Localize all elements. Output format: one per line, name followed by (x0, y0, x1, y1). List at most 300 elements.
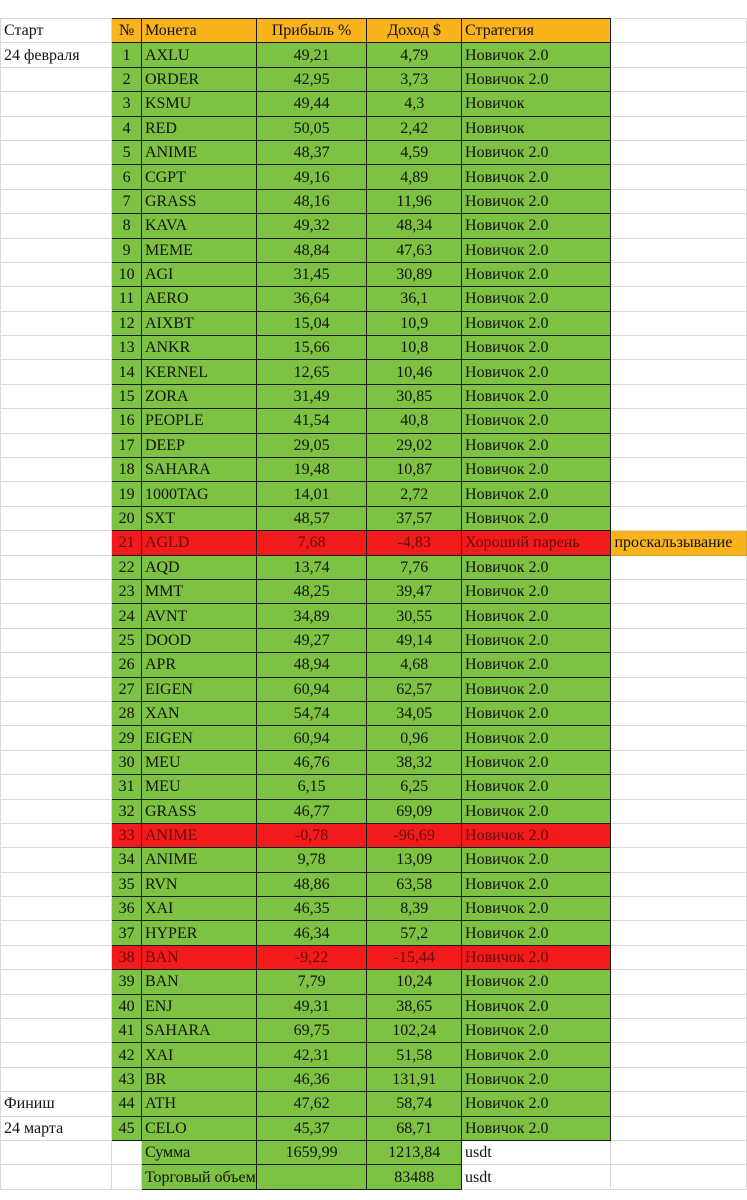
profit-pct-cell[interactable]: 46,36 (256, 1067, 367, 1091)
strategy-cell[interactable]: Новичок 2.0 (462, 628, 611, 652)
row-num-cell[interactable]: 41 (112, 1019, 142, 1043)
coin-cell[interactable]: EIGEN (141, 677, 256, 701)
empty-cell[interactable] (1, 140, 112, 164)
empty-cell[interactable] (611, 1165, 747, 1189)
income-usd-cell[interactable]: 10,8 (367, 336, 462, 360)
finish-label[interactable]: Финиш (1, 1092, 112, 1116)
row-num-cell[interactable]: 31 (112, 775, 142, 799)
strategy-cell[interactable]: Новичок 2.0 (462, 409, 611, 433)
empty-cell[interactable] (611, 872, 747, 896)
profit-pct-cell[interactable]: 48,94 (256, 653, 367, 677)
profit-pct-cell[interactable]: 14,01 (256, 482, 367, 506)
income-usd-cell[interactable]: 39,47 (367, 579, 462, 603)
income-usd-cell[interactable]: 69,09 (367, 799, 462, 823)
empty-cell[interactable] (611, 140, 747, 164)
row-num-cell[interactable]: 28 (112, 701, 142, 725)
income-usd-cell[interactable]: 49,14 (367, 628, 462, 652)
coin-cell[interactable]: RED (141, 116, 256, 140)
coin-cell[interactable]: KSMU (141, 92, 256, 116)
empty-cell[interactable] (611, 262, 747, 286)
income-usd-cell[interactable]: 4,79 (367, 43, 462, 67)
row-num-cell[interactable]: 42 (112, 1043, 142, 1067)
coin-cell[interactable]: EIGEN (141, 726, 256, 750)
coin-cell[interactable]: ZORA (141, 384, 256, 408)
strategy-cell[interactable]: Новичок 2.0 (462, 701, 611, 725)
profit-pct-cell[interactable]: 48,84 (256, 238, 367, 262)
strategy-cell[interactable]: Новичок 2.0 (462, 360, 611, 384)
empty-cell[interactable] (611, 799, 747, 823)
empty-cell[interactable] (1, 653, 112, 677)
row-num-cell[interactable]: 29 (112, 726, 142, 750)
empty-cell[interactable] (611, 214, 747, 238)
coin-cell[interactable]: ENJ (141, 994, 256, 1018)
profit-pct-cell[interactable]: 48,25 (256, 579, 367, 603)
strategy-cell[interactable]: Новичок 2.0 (462, 238, 611, 262)
empty-cell[interactable] (1, 1043, 112, 1067)
income-usd-cell[interactable]: 47,63 (367, 238, 462, 262)
strategy-cell[interactable]: Новичок 2.0 (462, 604, 611, 628)
profit-pct-cell[interactable]: 50,05 (256, 116, 367, 140)
coin-cell[interactable]: MMT (141, 579, 256, 603)
profit-pct-cell[interactable]: 49,27 (256, 628, 367, 652)
empty-cell[interactable] (1, 433, 112, 457)
row-num-cell[interactable]: 5 (112, 140, 142, 164)
coin-cell[interactable]: AERO (141, 287, 256, 311)
strategy-cell[interactable]: Новичок 2.0 (462, 1043, 611, 1067)
row-num-cell[interactable]: 22 (112, 555, 142, 579)
empty-cell[interactable] (1, 604, 112, 628)
profit-pct-cell[interactable]: 46,76 (256, 750, 367, 774)
coin-cell[interactable]: XAI (141, 897, 256, 921)
sum-label[interactable]: Сумма (141, 1140, 256, 1164)
coin-cell[interactable]: MEME (141, 238, 256, 262)
strategy-cell[interactable]: Новичок 2.0 (462, 970, 611, 994)
income-usd-cell[interactable]: 0,96 (367, 726, 462, 750)
income-usd-cell[interactable]: 48,34 (367, 214, 462, 238)
empty-cell[interactable] (611, 506, 747, 530)
income-usd-cell[interactable]: 4,89 (367, 165, 462, 189)
income-usd-cell[interactable]: -96,69 (367, 823, 462, 847)
empty-cell[interactable] (1, 189, 112, 213)
profit-pct-cell[interactable]: 7,79 (256, 970, 367, 994)
empty-cell[interactable] (1, 848, 112, 872)
empty-cell[interactable] (112, 1165, 142, 1189)
start-date-label[interactable]: 24 февраля (1, 43, 112, 67)
empty-cell[interactable] (1, 897, 112, 921)
strategy-cell[interactable]: Новичок 2.0 (462, 43, 611, 67)
coin-cell[interactable]: ANKR (141, 336, 256, 360)
profit-pct-cell[interactable]: 48,37 (256, 140, 367, 164)
strategy-cell[interactable]: Новичок 2.0 (462, 555, 611, 579)
header-strategy[interactable]: Стратегия (462, 19, 611, 43)
profit-pct-cell[interactable]: 31,45 (256, 262, 367, 286)
empty-cell[interactable] (611, 701, 747, 725)
row-num-cell[interactable]: 34 (112, 848, 142, 872)
empty-cell[interactable] (1, 1019, 112, 1043)
coin-cell[interactable]: ORDER (141, 67, 256, 91)
income-usd-cell[interactable]: 10,87 (367, 458, 462, 482)
income-usd-cell[interactable]: 40,8 (367, 409, 462, 433)
profit-pct-cell[interactable]: 49,44 (256, 92, 367, 116)
empty-cell[interactable] (611, 775, 747, 799)
empty-cell[interactable] (611, 1067, 747, 1091)
empty-cell[interactable] (1, 750, 112, 774)
coin-cell[interactable]: XAN (141, 701, 256, 725)
coin-cell[interactable]: AIXBT (141, 311, 256, 335)
empty-cell[interactable] (611, 897, 747, 921)
row-num-cell[interactable]: 9 (112, 238, 142, 262)
coin-cell[interactable]: APR (141, 653, 256, 677)
empty-cell[interactable] (611, 555, 747, 579)
strategy-cell[interactable]: Новичок 2.0 (462, 458, 611, 482)
coin-cell[interactable]: CELO (141, 1116, 256, 1140)
strategy-cell[interactable]: Новичок 2.0 (462, 1092, 611, 1116)
empty-cell[interactable] (1, 775, 112, 799)
empty-cell[interactable] (1, 214, 112, 238)
income-usd-cell[interactable]: -15,44 (367, 945, 462, 969)
coin-cell[interactable]: BAN (141, 945, 256, 969)
coin-cell[interactable]: AGI (141, 262, 256, 286)
empty-cell[interactable] (611, 1092, 747, 1116)
income-usd-cell[interactable]: 7,76 (367, 555, 462, 579)
coin-cell[interactable]: PEOPLE (141, 409, 256, 433)
empty-cell[interactable] (611, 653, 747, 677)
row-num-cell[interactable]: 2 (112, 67, 142, 91)
profit-pct-cell[interactable]: 29,05 (256, 433, 367, 457)
strategy-cell[interactable]: Новичок 2.0 (462, 897, 611, 921)
row-num-cell[interactable]: 1 (112, 43, 142, 67)
coin-cell[interactable]: ANIME (141, 140, 256, 164)
empty-cell[interactable] (611, 628, 747, 652)
row-num-cell[interactable]: 43 (112, 1067, 142, 1091)
strategy-cell[interactable]: Новичок 2.0 (462, 750, 611, 774)
empty-cell[interactable] (1, 238, 112, 262)
volume-label[interactable] (141, 1165, 256, 1189)
row-num-cell[interactable]: 35 (112, 872, 142, 896)
empty-cell[interactable] (1, 1067, 112, 1091)
income-usd-cell[interactable]: 4,68 (367, 653, 462, 677)
row-num-cell[interactable]: 20 (112, 506, 142, 530)
income-usd-cell[interactable]: 13,09 (367, 848, 462, 872)
profit-pct-cell[interactable]: 9,78 (256, 848, 367, 872)
income-usd-cell[interactable]: 8,39 (367, 897, 462, 921)
profit-pct-cell[interactable]: 13,74 (256, 555, 367, 579)
profit-pct-cell[interactable]: 46,77 (256, 799, 367, 823)
empty-cell[interactable] (611, 994, 747, 1018)
coin-cell[interactable]: GRASS (141, 189, 256, 213)
profit-pct-cell[interactable]: 54,74 (256, 701, 367, 725)
empty-cell[interactable] (611, 823, 747, 847)
coin-cell[interactable]: KERNEL (141, 360, 256, 384)
strategy-cell[interactable]: Новичок 2.0 (462, 848, 611, 872)
empty-cell[interactable] (1, 67, 112, 91)
empty-cell[interactable] (1, 165, 112, 189)
income-usd-cell[interactable]: 68,71 (367, 1116, 462, 1140)
profit-pct-cell[interactable]: 34,89 (256, 604, 367, 628)
row-num-cell[interactable]: 10 (112, 262, 142, 286)
row-num-cell[interactable]: 33 (112, 823, 142, 847)
coin-cell[interactable]: GRASS (141, 799, 256, 823)
empty-cell[interactable] (1, 360, 112, 384)
income-usd-cell[interactable]: 30,85 (367, 384, 462, 408)
income-usd-cell[interactable]: 37,57 (367, 506, 462, 530)
empty-cell[interactable] (1, 531, 112, 555)
profit-pct-cell[interactable]: 41,54 (256, 409, 367, 433)
income-usd-cell[interactable]: 6,25 (367, 775, 462, 799)
profit-pct-cell[interactable]: 42,95 (256, 67, 367, 91)
profit-pct-cell[interactable]: 31,49 (256, 384, 367, 408)
volume-spill-cell[interactable] (256, 1165, 367, 1189)
empty-cell[interactable] (611, 67, 747, 91)
profit-pct-cell[interactable]: 48,16 (256, 189, 367, 213)
income-usd-cell[interactable]: 4,59 (367, 140, 462, 164)
coin-cell[interactable]: HYPER (141, 921, 256, 945)
row-num-cell[interactable]: 6 (112, 165, 142, 189)
income-usd-cell[interactable]: 34,05 (367, 701, 462, 725)
strategy-cell[interactable]: Хороший парень (462, 531, 611, 555)
income-usd-cell[interactable]: 2,42 (367, 116, 462, 140)
income-usd-cell[interactable]: 29,02 (367, 433, 462, 457)
empty-cell[interactable] (611, 116, 747, 140)
strategy-cell[interactable]: Новичок 2.0 (462, 775, 611, 799)
strategy-cell[interactable]: Новичок 2.0 (462, 311, 611, 335)
volume-value[interactable]: 83488 (367, 1165, 462, 1189)
coin-cell[interactable]: BAN (141, 970, 256, 994)
empty-cell[interactable] (1, 336, 112, 360)
empty-cell[interactable] (1, 287, 112, 311)
empty-cell[interactable] (611, 750, 747, 774)
empty-cell[interactable] (611, 945, 747, 969)
coin-cell[interactable]: ATH (141, 1092, 256, 1116)
row-num-cell[interactable]: 40 (112, 994, 142, 1018)
row-num-cell[interactable]: 3 (112, 92, 142, 116)
coin-cell[interactable]: AVNT (141, 604, 256, 628)
coin-cell[interactable]: SXT (141, 506, 256, 530)
row-num-cell[interactable]: 36 (112, 897, 142, 921)
empty-cell[interactable] (611, 579, 747, 603)
empty-cell[interactable] (1, 506, 112, 530)
profit-pct-cell[interactable]: 36,64 (256, 287, 367, 311)
income-usd-cell[interactable]: 11,96 (367, 189, 462, 213)
row-num-cell[interactable]: 19 (112, 482, 142, 506)
coin-cell[interactable]: ANIME (141, 823, 256, 847)
empty-cell[interactable] (611, 1116, 747, 1140)
empty-cell[interactable] (611, 165, 747, 189)
income-usd-cell[interactable]: 63,58 (367, 872, 462, 896)
profit-pct-cell[interactable]: 15,66 (256, 336, 367, 360)
profit-pct-cell[interactable]: 45,37 (256, 1116, 367, 1140)
empty-cell[interactable] (1, 116, 112, 140)
empty-cell[interactable] (611, 43, 747, 67)
profit-pct-cell[interactable]: 48,57 (256, 506, 367, 530)
row-num-cell[interactable]: 15 (112, 384, 142, 408)
finish-date-label[interactable]: 24 марта (1, 1116, 112, 1140)
sum-income-usd[interactable]: 1213,84 (367, 1140, 462, 1164)
empty-cell[interactable] (1, 726, 112, 750)
row-num-cell[interactable]: 18 (112, 458, 142, 482)
coin-cell[interactable]: MEU (141, 775, 256, 799)
income-usd-cell[interactable]: 58,74 (367, 1092, 462, 1116)
header-profit-pct[interactable]: Прибыль % (256, 19, 367, 43)
income-usd-cell[interactable]: 36,1 (367, 287, 462, 311)
coin-cell[interactable]: RVN (141, 872, 256, 896)
income-usd-cell[interactable]: 10,46 (367, 360, 462, 384)
sum-unit[interactable]: usdt (462, 1140, 611, 1164)
strategy-cell[interactable]: Новичок 2.0 (462, 214, 611, 238)
coin-cell[interactable]: CGPT (141, 165, 256, 189)
empty-cell[interactable] (1, 799, 112, 823)
profit-pct-cell[interactable]: 69,75 (256, 1019, 367, 1043)
empty-cell[interactable] (611, 19, 747, 43)
profit-pct-cell[interactable]: 60,94 (256, 677, 367, 701)
row-num-cell[interactable]: 30 (112, 750, 142, 774)
strategy-cell[interactable]: Новичок 2.0 (462, 384, 611, 408)
profit-pct-cell[interactable]: 49,32 (256, 214, 367, 238)
empty-cell[interactable] (611, 1043, 747, 1067)
empty-cell[interactable] (611, 970, 747, 994)
empty-cell[interactable] (1, 823, 112, 847)
row-num-cell[interactable]: 25 (112, 628, 142, 652)
coin-cell[interactable]: DEEP (141, 433, 256, 457)
strategy-cell[interactable]: Новичок 2.0 (462, 823, 611, 847)
empty-cell[interactable] (611, 848, 747, 872)
strategy-cell[interactable]: Новичок 2.0 (462, 677, 611, 701)
empty-cell[interactable] (611, 433, 747, 457)
empty-cell[interactable] (611, 1140, 747, 1164)
empty-cell[interactable] (1, 482, 112, 506)
start-label[interactable]: Старт (1, 19, 112, 43)
coin-cell[interactable]: SAHARA (141, 458, 256, 482)
row-num-cell[interactable]: 45 (112, 1116, 142, 1140)
profit-pct-cell[interactable]: 15,04 (256, 311, 367, 335)
empty-cell[interactable] (611, 238, 747, 262)
empty-cell[interactable] (1, 579, 112, 603)
row-num-cell[interactable]: 23 (112, 579, 142, 603)
income-usd-cell[interactable]: 62,57 (367, 677, 462, 701)
profit-pct-cell[interactable]: 49,16 (256, 165, 367, 189)
strategy-cell[interactable]: Новичок 2.0 (462, 872, 611, 896)
profit-pct-cell[interactable]: 46,34 (256, 921, 367, 945)
empty-cell[interactable] (611, 92, 747, 116)
strategy-cell[interactable]: Новичок 2.0 (462, 579, 611, 603)
row-num-cell[interactable]: 27 (112, 677, 142, 701)
empty-cell[interactable] (1, 677, 112, 701)
empty-cell[interactable] (1, 311, 112, 335)
strategy-cell[interactable]: Новичок 2.0 (462, 262, 611, 286)
row-num-cell[interactable]: 21 (112, 531, 142, 555)
strategy-cell[interactable]: Новичок 2.0 (462, 287, 611, 311)
coin-cell[interactable]: DOOD (141, 628, 256, 652)
empty-cell[interactable] (1, 555, 112, 579)
income-usd-cell[interactable]: 3,73 (367, 67, 462, 91)
empty-cell[interactable] (1, 945, 112, 969)
empty-cell[interactable] (611, 458, 747, 482)
empty-cell[interactable] (1, 262, 112, 286)
header-num[interactable]: № (112, 19, 142, 43)
empty-cell[interactable] (611, 409, 747, 433)
coin-cell[interactable]: AQD (141, 555, 256, 579)
coin-cell[interactable]: BR (141, 1067, 256, 1091)
empty-cell[interactable] (1, 628, 112, 652)
income-usd-cell[interactable]: -4,83 (367, 531, 462, 555)
income-usd-cell[interactable]: 30,55 (367, 604, 462, 628)
income-usd-cell[interactable]: 38,65 (367, 994, 462, 1018)
row-num-cell[interactable]: 8 (112, 214, 142, 238)
profit-pct-cell[interactable]: 42,31 (256, 1043, 367, 1067)
row-num-cell[interactable]: 32 (112, 799, 142, 823)
sum-profit-pct[interactable]: 1659,99 (256, 1140, 367, 1164)
row-num-cell[interactable]: 17 (112, 433, 142, 457)
income-usd-cell[interactable]: 10,24 (367, 970, 462, 994)
strategy-cell[interactable]: Новичок 2.0 (462, 140, 611, 164)
strategy-cell[interactable]: Новичок 2.0 (462, 1067, 611, 1091)
strategy-cell[interactable]: Новичок 2.0 (462, 994, 611, 1018)
profit-pct-cell[interactable]: 19,48 (256, 458, 367, 482)
row-num-cell[interactable]: 12 (112, 311, 142, 335)
strategy-cell[interactable]: Новичок 2.0 (462, 945, 611, 969)
coin-cell[interactable]: MEU (141, 750, 256, 774)
income-usd-cell[interactable]: 102,24 (367, 1019, 462, 1043)
profit-pct-cell[interactable]: 60,94 (256, 726, 367, 750)
strategy-cell[interactable]: Новичок 2.0 (462, 726, 611, 750)
income-usd-cell[interactable]: 4,3 (367, 92, 462, 116)
coin-cell[interactable]: 1000TAG (141, 482, 256, 506)
profit-pct-cell[interactable]: 7,68 (256, 531, 367, 555)
empty-cell[interactable] (1, 384, 112, 408)
empty-cell[interactable] (611, 604, 747, 628)
strategy-cell[interactable]: Новичок 2.0 (462, 67, 611, 91)
strategy-cell[interactable]: Новичок 2.0 (462, 653, 611, 677)
income-usd-cell[interactable]: 57,2 (367, 921, 462, 945)
coin-cell[interactable]: KAVA (141, 214, 256, 238)
slippage-note[interactable]: проскальзывание (611, 531, 747, 555)
row-num-cell[interactable]: 39 (112, 970, 142, 994)
strategy-cell[interactable]: Новичок 2.0 (462, 921, 611, 945)
strategy-cell[interactable]: Новичок 2.0 (462, 482, 611, 506)
empty-cell[interactable] (611, 311, 747, 335)
row-num-cell[interactable]: 26 (112, 653, 142, 677)
strategy-cell[interactable]: Новичок 2.0 (462, 506, 611, 530)
income-usd-cell[interactable]: 51,58 (367, 1043, 462, 1067)
row-num-cell[interactable]: 16 (112, 409, 142, 433)
coin-cell[interactable]: SAHARA (141, 1019, 256, 1043)
empty-cell[interactable] (611, 1019, 747, 1043)
empty-cell[interactable] (611, 677, 747, 701)
empty-cell[interactable] (1, 1165, 112, 1189)
empty-cell[interactable] (611, 482, 747, 506)
row-num-cell[interactable]: 7 (112, 189, 142, 213)
empty-cell[interactable] (611, 287, 747, 311)
profit-pct-cell[interactable]: 49,21 (256, 43, 367, 67)
profit-pct-cell[interactable]: 47,62 (256, 1092, 367, 1116)
row-num-cell[interactable]: 37 (112, 921, 142, 945)
volume-unit[interactable]: usdt (462, 1165, 611, 1189)
row-num-cell[interactable]: 38 (112, 945, 142, 969)
empty-cell[interactable] (1, 872, 112, 896)
coin-cell[interactable]: AXLU (141, 43, 256, 67)
profit-pct-cell[interactable]: -0,78 (256, 823, 367, 847)
empty-cell[interactable] (611, 189, 747, 213)
strategy-cell[interactable]: Новичок 2.0 (462, 1019, 611, 1043)
empty-cell[interactable] (1, 409, 112, 433)
strategy-cell[interactable]: Новичок 2.0 (462, 336, 611, 360)
profit-pct-cell[interactable]: 6,15 (256, 775, 367, 799)
empty-cell[interactable] (1, 701, 112, 725)
header-coin[interactable]: Монета (141, 19, 256, 43)
row-num-cell[interactable]: 4 (112, 116, 142, 140)
empty-cell[interactable] (1, 994, 112, 1018)
empty-cell[interactable] (1, 458, 112, 482)
